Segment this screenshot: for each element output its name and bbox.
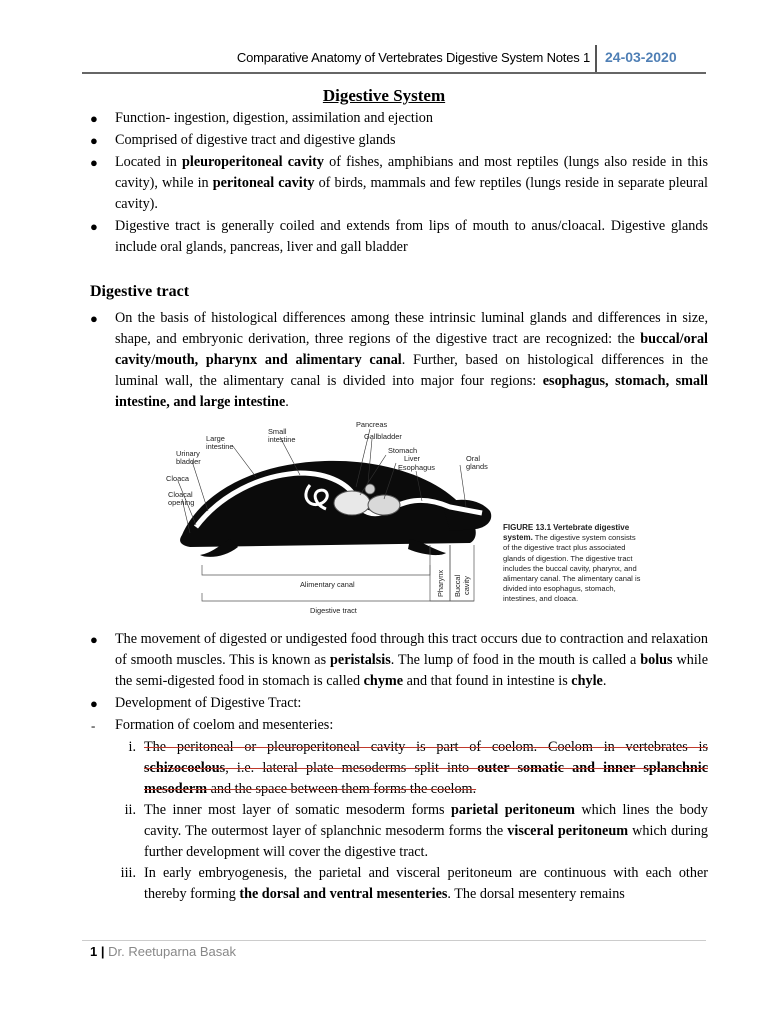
later-list (88, 629, 708, 905)
label-esophagus: Esophagus (398, 463, 435, 472)
header-rule (82, 72, 706, 74)
label-large-intestine-1: Large (206, 434, 225, 443)
page-title: Digestive System (322, 86, 446, 105)
list-item: ● Function- ingestion, digestion, assimilation and ejection (88, 108, 708, 129)
label-small-intestine-2: intestine (268, 435, 296, 444)
bullet-icon: ● (90, 155, 98, 170)
list-item: ● Development of Digestive Tract: (88, 693, 708, 714)
footer-author: Dr. Reetuparna Basak (108, 944, 237, 959)
label-oral-1: Oral (466, 454, 480, 463)
label-cloacal-2: opening (168, 498, 195, 507)
label-urinary-2: bladder (176, 457, 201, 466)
label-gallbladder: Gallbladder (364, 432, 402, 441)
label-stomach: Stomach (388, 446, 418, 455)
header-title: Comparative Anatomy of Vertebrates Digestive System Notes 1 (236, 50, 590, 65)
label-buccal-2: cavity (462, 576, 471, 595)
label-alimentary-canal: Alimentary canal (300, 580, 355, 589)
label-buccal-1: Buccal (453, 574, 462, 597)
bullet-icon: ● (90, 219, 98, 234)
header-separator (595, 45, 597, 72)
page-number: 1 | (90, 944, 105, 959)
label-liver: Liver (404, 454, 421, 463)
roman-item-i: i. The peritoneal or pleuroperitoneal cavity is part of coelom. Coelom in vertebrates is schizocoelous, i.e. lateral plate mesoderms split into outer somatic and inner splanchnic mesoderm and the space between them forms the coelom. (128, 739, 708, 797)
stomach-shape (334, 491, 370, 515)
list-item: ● Digestive tract is generally coiled and extends from lips of mouth to anus/cloacal. Digestive glands include oral glands, pancreas, liver and gall bladder (90, 218, 708, 255)
label-cloacal-1: Cloacal (168, 490, 193, 499)
list-item: ● On the basis of histological differences among these intrinsic luminal glands and differences in size, shape, and embryonic derivation, three regions of the digestive tract are recognized: the buccal/oral cavity/mouth, pharynx and alimentary canal. Further, based on histological differences in the luminal wall, the alimentary canal is divided into major four regions: esophagus, stomach, small intestine, and large intestine. (90, 310, 708, 410)
bullet-icon: ● (90, 632, 98, 647)
label-small-intestine-1: Small (268, 427, 287, 436)
tract-list (88, 308, 708, 414)
bullet-icon: ● (90, 696, 98, 711)
label-digestive-tract: Digestive tract (310, 606, 357, 615)
bullet-icon: ● (90, 111, 98, 126)
footer-rule (82, 940, 706, 941)
dash-item: - Formation of coelom and mesenteries: (91, 717, 334, 733)
page-header (0, 44, 768, 74)
section-heading: Digestive tract (90, 283, 190, 300)
figure-caption (503, 523, 643, 605)
label-oral-2: glands (466, 462, 488, 471)
list-item: ● The movement of digested or undigested food through this tract occurs due to contraction and relaxation of smooth muscles. This is known as peristalsis. The lump of food in the mouth is called a bolus while the semi-digested food in stomach is called chyme and that found in intestine is chyle. (90, 631, 708, 689)
page-footer (90, 944, 236, 959)
intro-list (88, 108, 708, 259)
digestive-system-figure (160, 415, 640, 620)
caption-title: Vertebrate digestive system. (503, 523, 630, 543)
label-pharynx: Pharynx (436, 569, 445, 597)
liver-shape (368, 495, 400, 515)
turtle-diagram (160, 415, 500, 620)
bullet-icon: ● (90, 133, 98, 148)
label-urinary-1: Urinary (176, 449, 200, 458)
header-date: 24-03-2020 (605, 49, 677, 65)
turtle-shell (180, 461, 476, 547)
list-item: ● Located in pleuroperitoneal cavity of fishes, amphibians and most reptiles (lungs also reside in this cavity), while in peritoneal cavity of birds, mammals and few reptiles (lungs reside in separate pleural cavity). (90, 154, 708, 212)
roman-item-iii: iii. In early embryogenesis, the parietal and visceral peritoneum are continuous with each other thereby forming the dorsal and ventral mesenteries. The dorsal mesentery remains (120, 865, 708, 902)
roman-item-ii: ii. The inner most layer of somatic mesoderm forms parietal peritoneum which lines the body cavity. The outermost layer of splanchnic mesoderm forms the visceral peritoneum which during further development will cover the digestive tract. (124, 802, 708, 860)
label-cloaca: Cloaca (166, 474, 190, 483)
list-item: ● Comprised of digestive tract and digestive glands (88, 130, 708, 151)
label-large-intestine-2: intestine (206, 442, 234, 451)
bullet-icon: ● (90, 311, 98, 326)
label-pancreas: Pancreas (356, 420, 388, 429)
caption-figure-number: FIGURE 13.1 (503, 523, 552, 532)
caption-text: The digestive system consists of the digestive tract plus associated glands of digestion. The digestive tract includes the buccal cavity, pharynx, and alimentary canal. The alimentary canal is divided into esophagus, stomach, intestines, and cloaca. (503, 533, 641, 604)
